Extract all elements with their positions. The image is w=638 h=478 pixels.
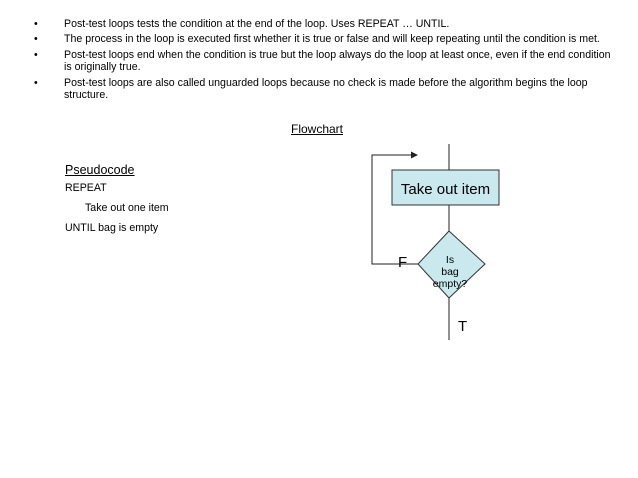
bullet-text: Post-test loops end when the condition is true but the loop always do the loop at least once, even if the end condition is originally true. xyxy=(64,48,611,74)
true-label: T xyxy=(458,318,468,335)
loop-arrowhead xyxy=(411,152,418,159)
decision-label-line: bag xyxy=(441,266,459,278)
decision-label-line: empty? xyxy=(432,278,468,290)
false-label: F xyxy=(398,254,408,271)
bullet-dot: • xyxy=(34,18,38,30)
flowchart-title: Flowchart xyxy=(291,122,344,136)
pseudocode-line: Take out one item xyxy=(85,202,169,214)
bullet-dot: • xyxy=(34,48,38,61)
bullet-text: Post-test loops are also called unguarded loops because no check is made before the algorithm begins the loop structure. xyxy=(64,76,588,102)
pseudocode-heading: Pseudocode xyxy=(65,163,135,177)
bullet-text: The process in the loop is executed first whether it is true or false and will keep repeating until the condition is met. xyxy=(64,33,600,46)
bullet-dot: • xyxy=(34,76,38,89)
pseudocode-line: REPEAT xyxy=(65,182,107,194)
decision-label-line: Is xyxy=(445,254,455,266)
bullet-text: Post-test loops tests the condition at the end of the loop. Uses REPEAT … UNTIL. xyxy=(64,18,450,30)
process-label: Take out item xyxy=(400,181,491,198)
pseudocode-line: UNTIL bag is empty xyxy=(65,222,159,234)
bullet-dot: • xyxy=(34,33,38,46)
